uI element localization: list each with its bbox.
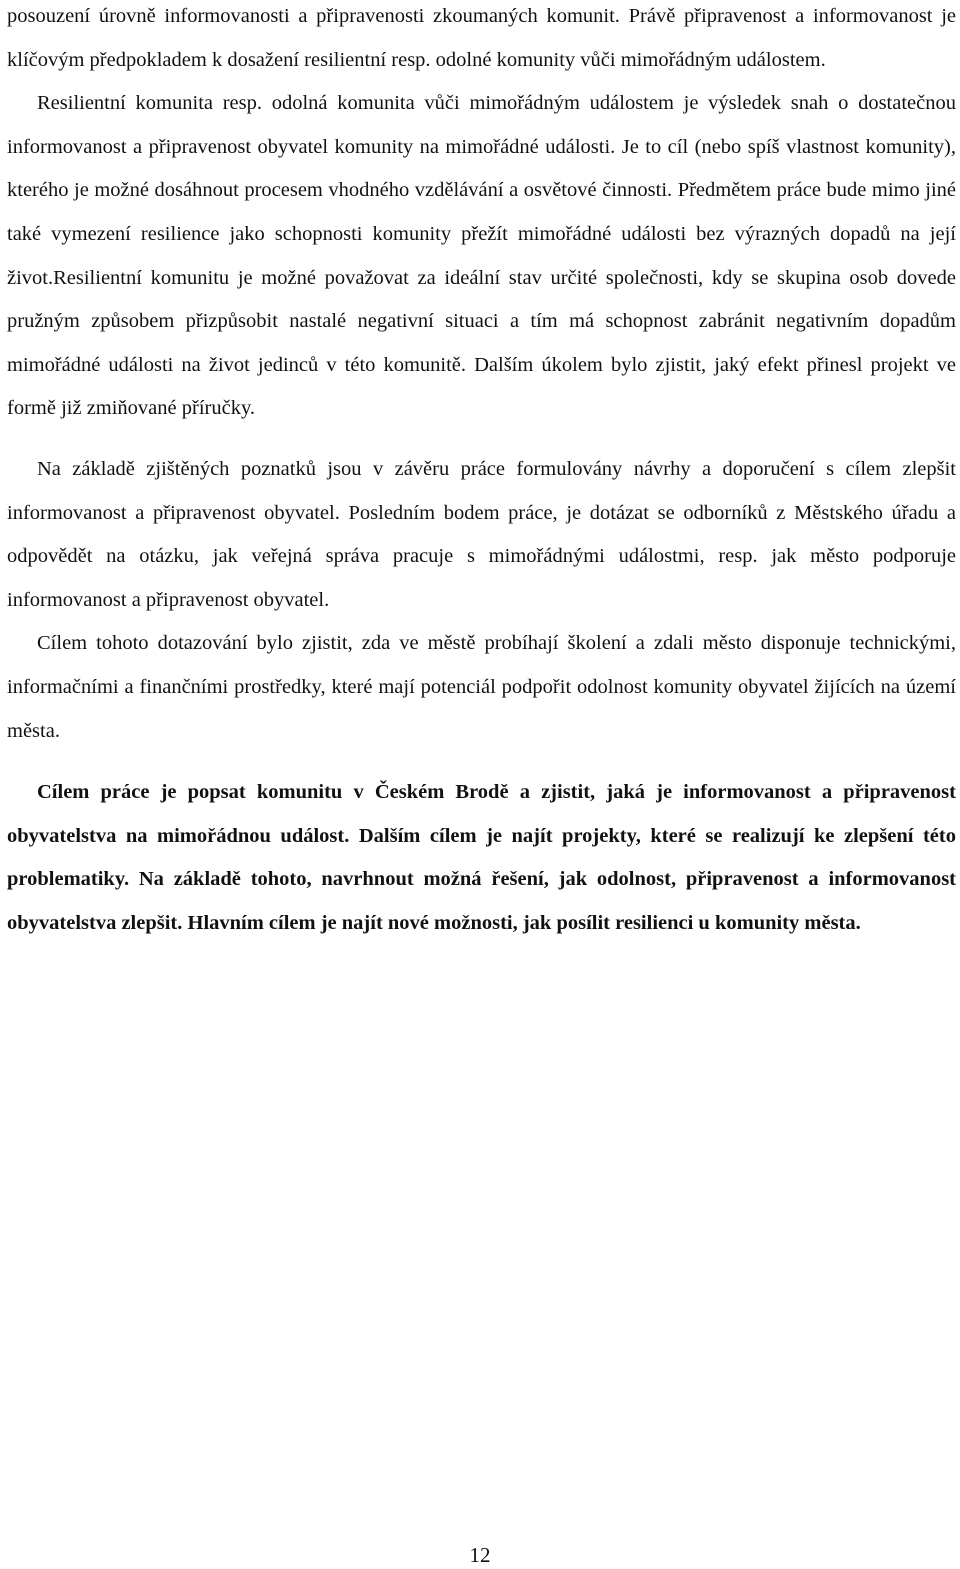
paragraph-continuation: posouzení úrovně informovanosti a připravenosti zkoumaných komunit. Právě připravenost a informovanost je klíčovým předpokladem k dosažení resilientní resp. odolné komunity vůči mimořádným událostem. (7, 5, 956, 71)
paragraph-thesis-goal: Cílem práce je popsat komunitu v Českém Brodě a zjistit, jaká je informovanost a připravenost obyvatelstva na mimořádnou událost. Dalším cílem je najít projekty, které se realizují ke zlepšení této problematiky. Na základě tohoto, navrhnout možná řešení, jak odolnost, připravenost a informovanost obyvatelstva zlepšit. Hlavním cílem je najít nové možnosti, jak posílit resilienci u komunity města. (7, 781, 956, 934)
page-number: 12 (469, 1543, 491, 1567)
paragraph-resilient-community: Resilientní komunita resp. odolná komunita vůči mimořádným událostem je výsledek snah o dostatečnou informovanost a připravenost obyvatel komunity na mimořádné události. Je to cíl (nebo spíš vlastnost komunity), kterého je možné dosáhnout procesem vhodného vzdělávání a osvětové činnosti. Předmětem práce bude mimo jiné také vymezení resilience jako schopnosti komunity přežít mimořádné události bez výrazných dopadů na její život.Resilientní komunitu je možné považovat za ideální stav určité společnosti, kdy se skupina osob dovede pružným způsobem přizpůsobit nastalé negativní situaci a tím má schopnost zabránit negativním dopadům mimořádné události na život jedinců v této komunitě. Dalším úkolem bylo zjistit, jaký efekt přinesl projekt ve formě již zmiňované příručky. (7, 92, 956, 420)
paragraph-survey-goal: Cílem tohoto dotazování bylo zjistit, zda ve městě probíhají školení a zdali město disponuje technickými, informačními a finančními prostředky, které mají potenciál podpořit odolnost komunity obyvatel žijících na území města. (7, 632, 956, 742)
document-page (7, 0, 956, 945)
paragraph-findings: Na základě zjištěných poznatků jsou v závěru práce formulovány návrhy a doporučení s cílem zlepšit informovanost a připravenost obyvatel. Posledním bodem práce, je dotázat se odborníků z Městského úřadu a odpovědět na otázku, jak veřejná správa pracuje s mimořádnými událostmi, resp. jak město podporuje informovanost a připravenost obyvatel. (7, 457, 956, 611)
